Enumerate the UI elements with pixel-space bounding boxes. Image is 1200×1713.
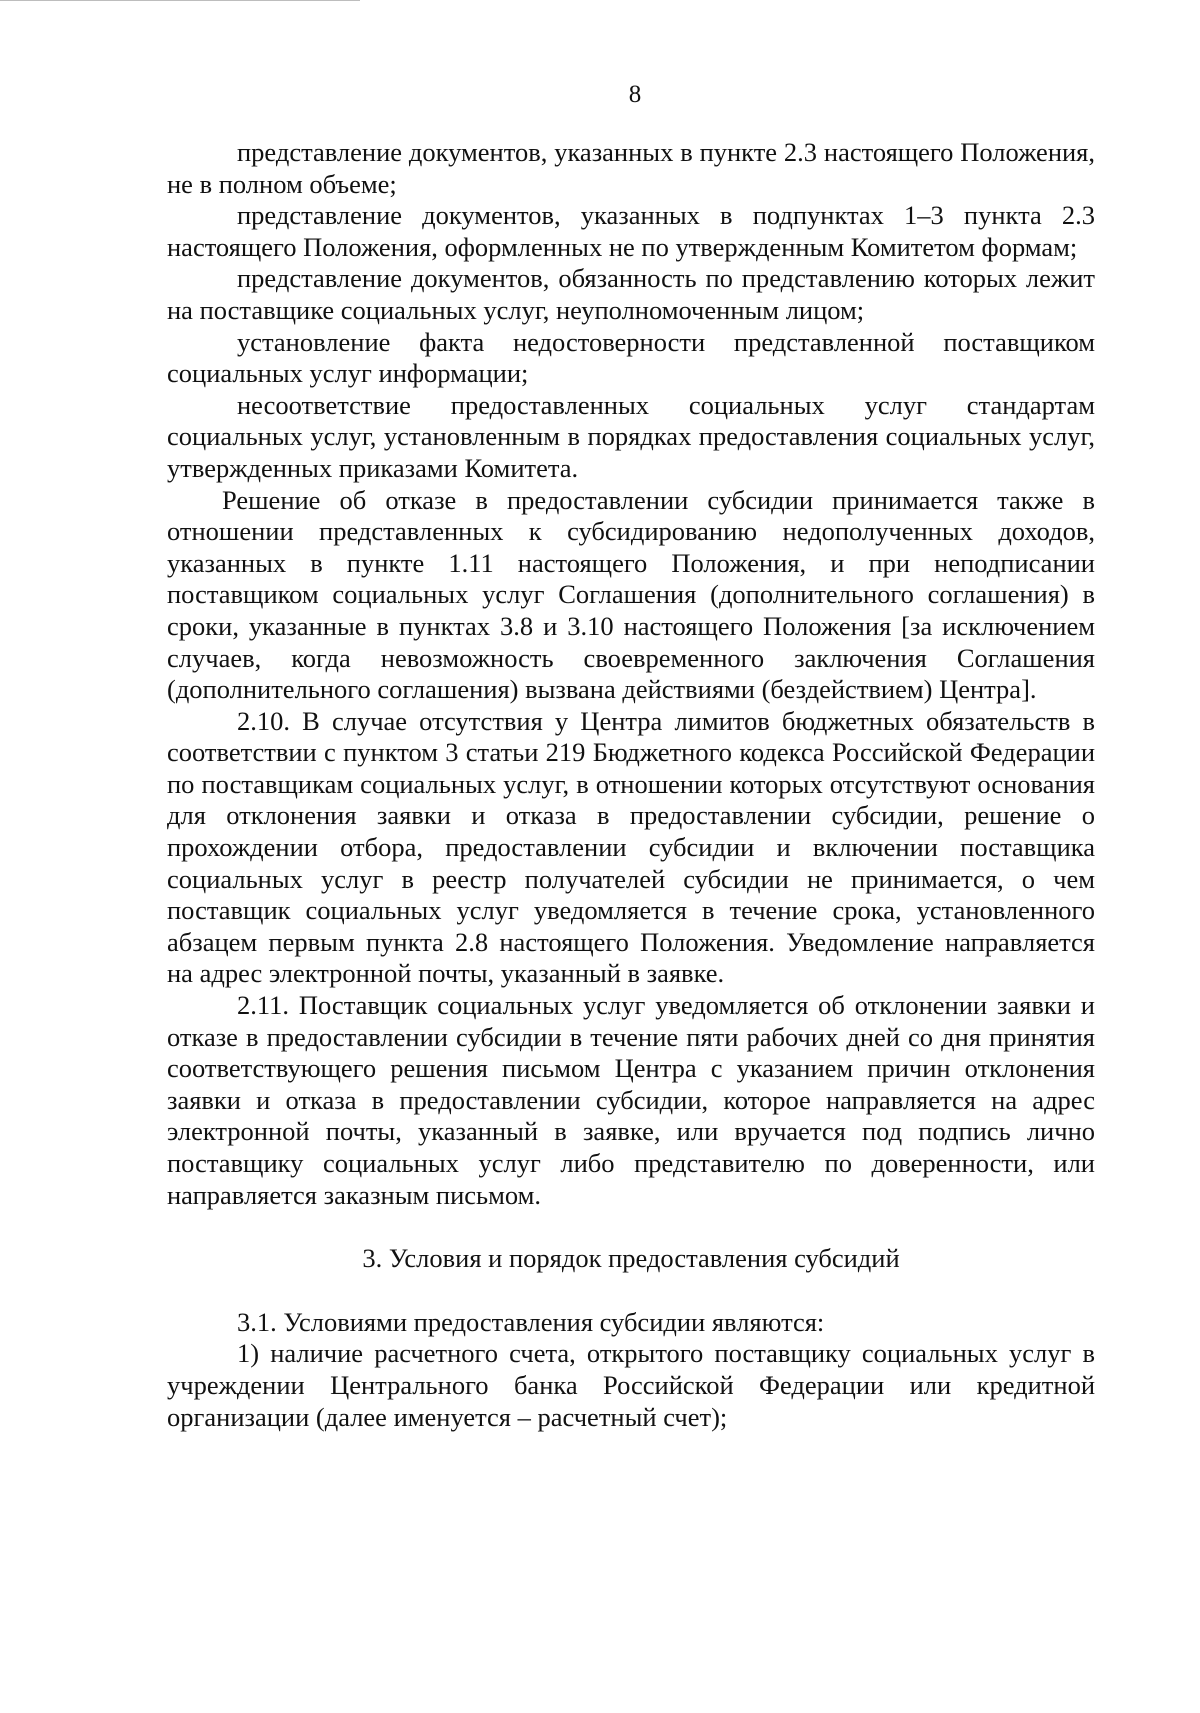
paragraph-refusal-decision: Решение об отказе в предоставлении субсидии принимается также в отношении представленных к субсидированию недополученных доходов, указанных в пункте 1.11 настоящего Положения, и при неподписании поставщиком социальных услуг Соглашения (дополнительного соглашения) в сроки, указанные в пунктах 3.8 и 3.10 настоящего Положения [за исключением случаев, когда невозможность своевременного заключения Соглашения (дополнительного соглашения) вызвана действиями (бездействием) Центра]. xyxy=(167,484,1095,705)
page-number: 8 xyxy=(628,81,642,108)
paragraph-3-1-item-1: 1) наличие расчетного счета, открытого поставщику социальных услуг в учреждении Центрального банка Российской Федерации или кредитной организации (далее именуется – расчетный счет); xyxy=(167,1338,1095,1432)
paragraph-incomplete-documents: представление документов, указанных в пункте 2.3 настоящего Положения, не в полном объеме; xyxy=(167,137,1095,199)
paragraph-2-10: 2.10. В случае отсутствия у Центра лимитов бюджетных обязательств в соответствии с пунктом 3 статьи 219 Бюджетного кодекса Российской Федерации по поставщикам социальных услуг, в отношении которых отсутствуют основания для отклонения заявки и отказа в предоставлении субсидии, решение о прохождении отбора, предоставлении субсидии и включении поставщика социальных услуг в реестр получателей субсидии не принимается, о чем поставщик социальных услуг уведомляется в течение срока, установленного абзацем первым пункта 2.8 настоящего Положения. Уведомление направляется на адрес электронной почты, указанный в заявке. xyxy=(167,705,1095,989)
paragraph-false-information: установление факта недостоверности представленной поставщиком социальных услуг информации; xyxy=(167,326,1095,389)
paragraph-unauthorized-person: представление документов, обязанность по представлению которых лежит на поставщике социальных услуг, неуполномоченным лицом; xyxy=(167,263,1095,325)
document-body xyxy=(167,137,1095,1433)
section-heading: 3. Условия и порядок предоставления субсидий xyxy=(362,1243,900,1274)
paragraph-2-11: 2.11. Поставщик социальных услуг уведомляется об отклонении заявки и отказе в предоставлении субсидии в течение пяти рабочих дней со дня принятия соответствующего решения письмом Центра с указанием причин отклонения заявки и отказа в предоставлении субсидии, которое направляется на адрес электронной почты, указанный в заявке, или вручается под подпись лично поставщику социальных услуг либо представителю по доверенности, или направляется заказным письмом. xyxy=(167,990,1095,1210)
paragraph-3-1: 3.1. Условиями предоставления субсидии являются: xyxy=(237,1306,825,1337)
scan-edge-line xyxy=(0,0,360,1)
paragraph-unapproved-forms: представление документов, указанных в подпунктах 1–3 пункта 2.3 настоящего Положения, оформленных не по утвержденным Комитетом формам; xyxy=(167,200,1095,262)
paragraph-standards-mismatch: несоответствие предоставленных социальных услуг стандартам социальных услуг, установленным в порядках предоставления социальных услуг, утвержденных приказами Комитета. xyxy=(167,389,1095,483)
